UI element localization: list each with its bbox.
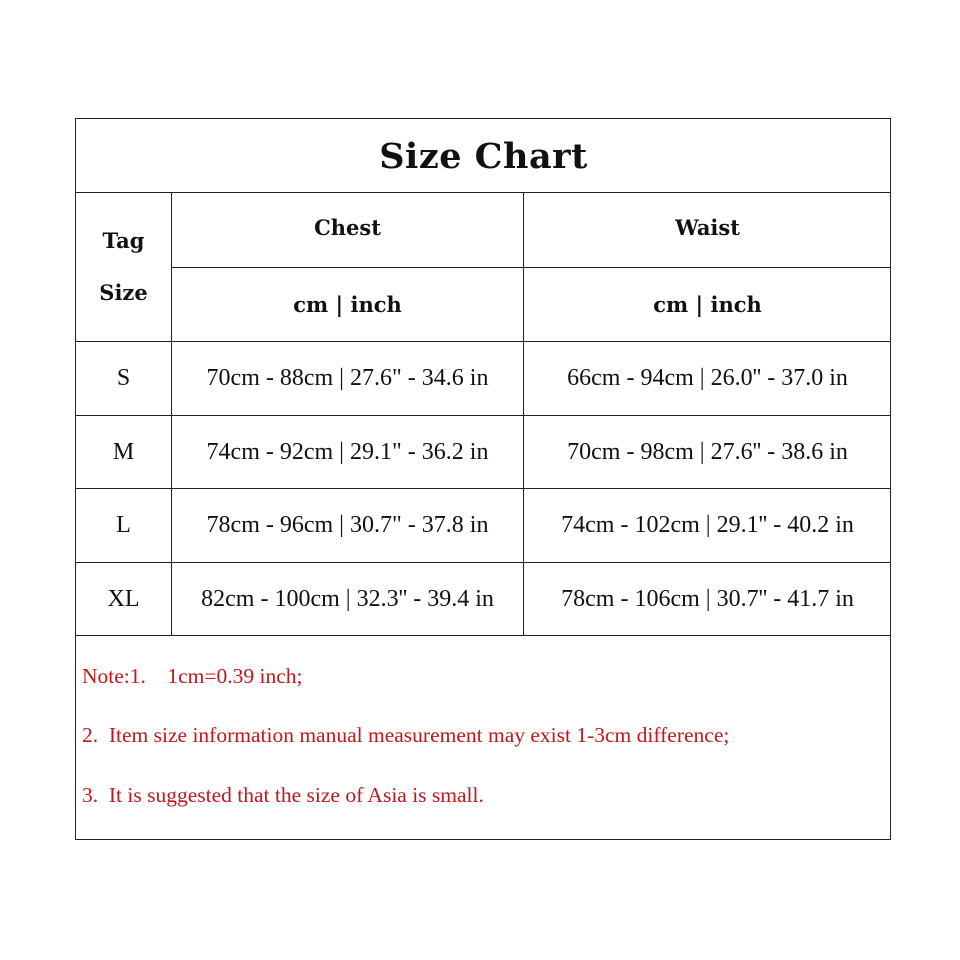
- note-line-3: 3. It is suggested that the size of Asia is small.: [82, 783, 484, 807]
- chest-value: 74cm - 92cm | 29.1" - 36.2 in: [206, 438, 489, 465]
- chest-unit-header: cm | inch: [293, 292, 402, 317]
- chest-value: 82cm - 100cm | 32.3'' - 39.4 in: [201, 585, 494, 612]
- size-label: M: [112, 438, 135, 465]
- size-chart-table: [75, 118, 891, 840]
- tag-size-header-line2: Size: [99, 280, 148, 305]
- chest-header: Chest: [314, 215, 381, 240]
- tag-size-header-line1: Tag: [102, 228, 145, 253]
- waist-value: 70cm - 98cm | 27.6'' - 38.6 in: [567, 438, 848, 465]
- chest-value: 78cm - 96cm | 30.7" - 37.8 in: [206, 512, 489, 538]
- tag-size-header: [76, 193, 171, 341]
- waist-value: 78cm - 106cm | 30.7'' - 41.7 in: [561, 585, 854, 612]
- chest-value: 70cm - 88cm | 27.6" - 34.6 in: [206, 365, 489, 391]
- note-line-1: Note:1. 1cm=0.39 inch;: [82, 664, 303, 688]
- page-title: Size Chart: [379, 135, 588, 177]
- size-label: S: [116, 365, 131, 391]
- waist-value: 66cm - 94cm | 26.0'' - 37.0 in: [567, 365, 848, 391]
- note-line-2: 2. Item size information manual measurement may exist 1-3cm difference;: [82, 723, 730, 747]
- waist-unit-header: cm | inch: [653, 292, 762, 317]
- size-label: L: [116, 512, 131, 538]
- waist-value: 74cm - 102cm | 29.1'' - 40.2 in: [561, 512, 854, 538]
- size-label: XL: [107, 585, 140, 612]
- divider: [76, 635, 891, 636]
- waist-header: Waist: [675, 215, 740, 240]
